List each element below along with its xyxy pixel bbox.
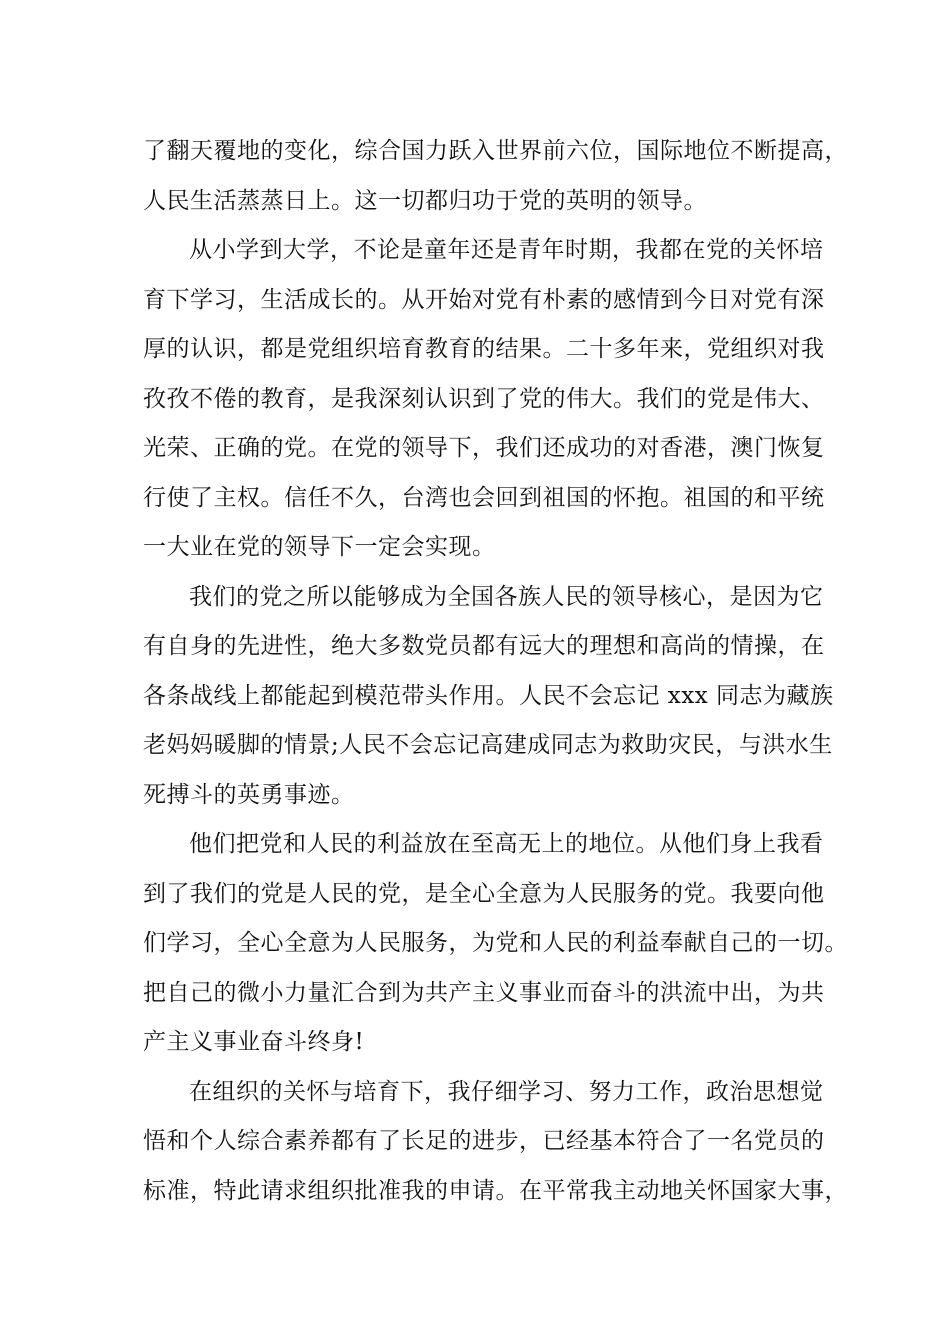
text-line: 死搏斗的英勇事迹。 — [143, 781, 355, 808]
text-line: 有自身的先进性，绝大多数党员都有远大的理想和高尚的情操，在 — [143, 633, 825, 659]
text-line: 标准，特此请求组织批准我的申请。在平常我主动地关怀国家大事， — [143, 1177, 848, 1204]
text-line: 悟和个人综合素养都有了长足的进步，已经基本符合了一名党员的 — [143, 1128, 825, 1154]
text-line: 们学习，全心全意为人民服务，为党和人民的利益奉献自己的一切。 — [143, 930, 848, 956]
paragraph-first-line: 从小学到大学，不论是童年还是青年时期，我都在党的关怀培 — [189, 237, 824, 263]
paragraph-first-line: 他们把党和人民的利益放在至高无上的地位。从他们身上我看 — [189, 831, 824, 857]
document-body — [143, 127, 848, 1216]
text-line: 产主义事业奋斗终身! — [143, 1029, 365, 1055]
text-line: 厚的认识，都是党组织培育教育的结果。二十多年来，党组织对我 — [143, 336, 825, 362]
text-line: 人民生活蒸蒸日上。这一切都归功于党的英明的领导。 — [143, 187, 707, 214]
paragraph-first-line: 我们的党之所以能够成为全国各族人民的领导核心，是因为它 — [189, 583, 824, 610]
text-line: 行使了主权。信任不久，台湾也会回到祖国的怀抱。祖国的和平统 — [143, 484, 825, 511]
text-line: 一大业在党的领导下一定会实现。 — [143, 534, 496, 560]
text-line: 各条战线上都能起到模范带头作用。人民不会忘记 xxx 同志为藏族 — [143, 682, 834, 709]
text-line: 把自己的微小力量汇合到为共产主义事业而奋斗的洪流中出，为共 — [143, 979, 825, 1006]
text-line: 到了我们的党是人民的党，是全心全意为人民服务的党。我要向他 — [143, 880, 825, 907]
text-line: 了翻天覆地的变化，综合国力跃入世界前六位，国际地位不断提高， — [143, 138, 848, 164]
text-line: 老妈妈暖脚的情景;人民不会忘记高建成同志为救助灾民，与洪水生 — [143, 732, 833, 758]
text-line: 育下学习，生活成长的。从开始对党有朴素的感情到今日对党有深 — [143, 286, 825, 313]
text-line: 孜孜不倦的教育，是我深刻认识到了党的伟大。我们的党是伟大、 — [143, 385, 825, 412]
paragraph-first-line: 在组织的关怀与培育下，我仔细学习、努力工作，政治思想觉 — [189, 1078, 824, 1105]
text-line: 光荣、正确的党。在党的领导下，我们还成功的对香港，澳门恢复 — [143, 435, 825, 461]
